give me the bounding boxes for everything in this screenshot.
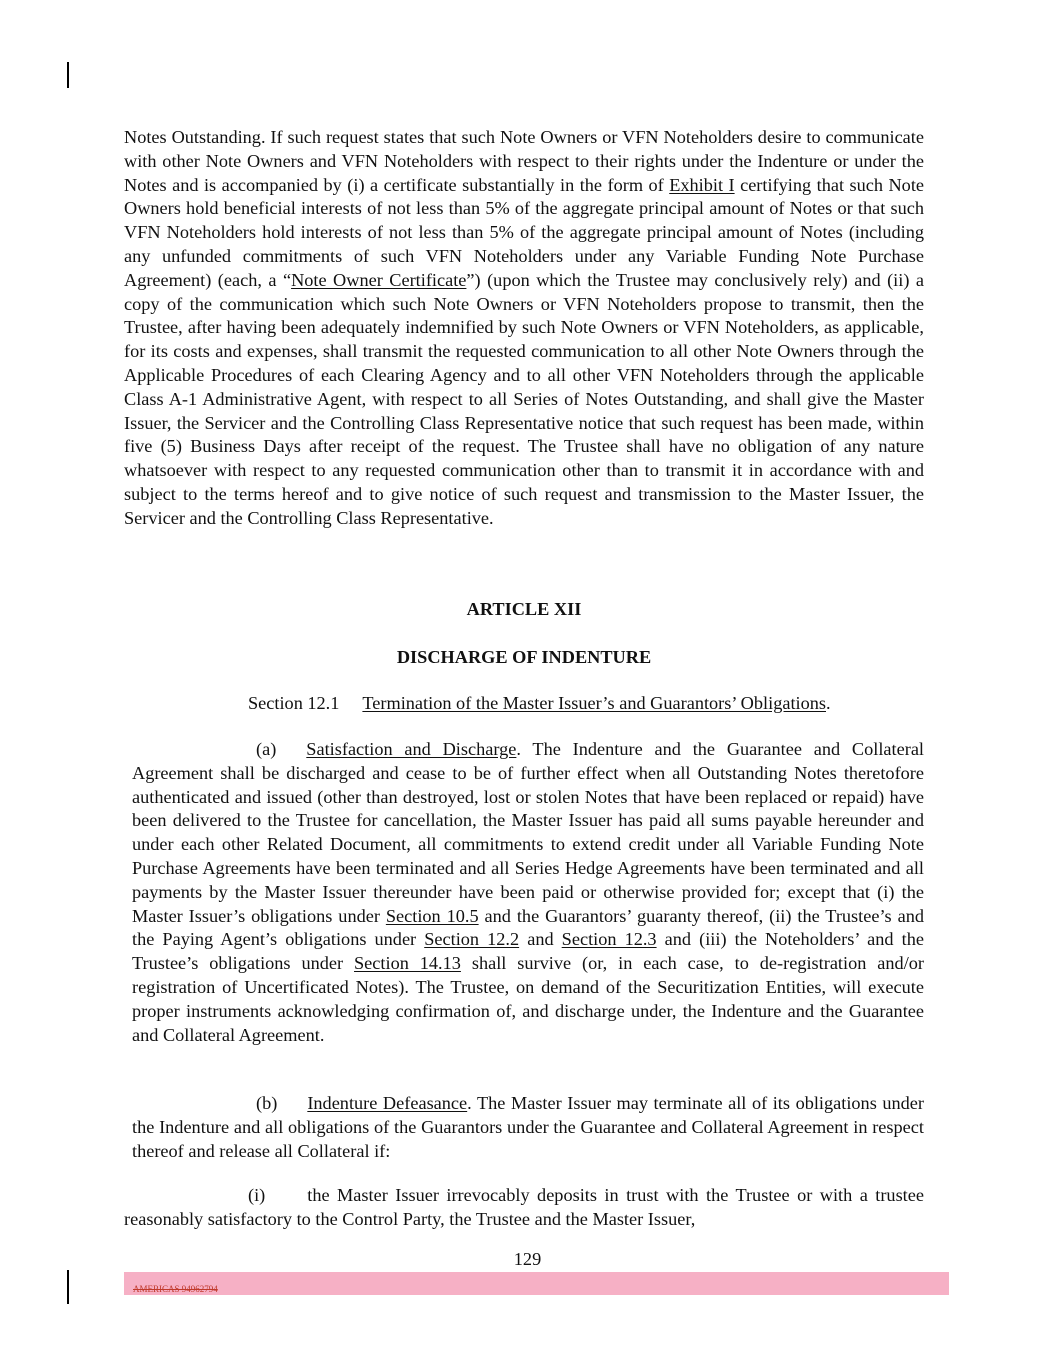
note-owner-certificate-term: Note Owner Certificate: [291, 269, 467, 290]
section-14-13-link[interactable]: Section 14.13: [354, 953, 461, 974]
paragraph-b-marker: (b): [256, 1093, 278, 1113]
document-id: AMERICAS 94962794: [133, 1284, 218, 1294]
paragraph-i: (i) the Master Issuer irrevocably deposits in trust with the Trustee or with a trustee reasonably satisfactory to the Control Party, the Trustee and the Master Issuer,: [124, 1185, 924, 1229]
intro-paragraph: Notes Outstanding. If such request states that such Note Owners or VFN Noteholders desire to communicate with other Note Owners and VFN Noteholders with respect to their rights under the Indenture or under the Notes and is accompanied by (i) a certificate substantially in the form of Exhibit I certifying that such Note Owners hold beneficial interests of not less than 5% of the aggregate principal amount of Notes or that such VFN Noteholders hold interests of not less than 5% of the aggregate principal amount of Notes (including any unfunded commitments of such VFN Noteholders under any Variable Funding Note Purchase Agreement) (each, a “Note Owner Certificate”) (upon which the Trustee may conclusively rely) and (ii) a copy of the communication which such Note Owners or VFN Noteholders propose to transmit, then the Trustee, after having been adequately indemnified by such Note Owners or VFN Noteholders, as applicable, for its costs and expenses, shall transmit the requested communication to all other Note Owners through the Applicable Procedures of each Clearing Agency and to all other VFN Noteholders through the applicable Class A-1 Administrative Agent, with respect to all Series of Notes Outstanding, and shall give the Master Issuer, the Servicer and the Controlling Class Representative notice that such request has been made, within five (5) Business Days after receipt of the request. The Trustee shall have no obligation of any nature whatsoever with respect to any requested communication other than to transmit it in accordance with and subject to the terms hereof and to give notice of such request and transmission to the Master Issuer, the Servicer and the Controlling Class Representative.: [124, 127, 925, 528]
article-title: DISCHARGE OF INDENTURE: [396, 647, 652, 667]
paragraph-a-heading: Satisfaction and Discharge: [306, 739, 517, 759]
exhibit-i-link[interactable]: Exhibit I: [669, 174, 735, 195]
section-10-5-link[interactable]: Section 10.5: [385, 905, 479, 926]
section-12-3-link[interactable]: Section 12.3: [561, 929, 657, 950]
paragraph-i-marker: (i): [248, 1185, 266, 1205]
section-heading: Section 12.1 Termination of the Master Issuer’s and Guarantors’ Obligations.: [248, 693, 831, 713]
margin-bar-top: [67, 62, 69, 88]
paragraph-a: (a) Satisfaction and Discharge. The Indenture and the Guarantee and Collateral Agreement shall be discharged and cease to be of further effect when all Outstanding Notes theretofore authenticated and issued (other than destroyed, lost or stolen Notes that have been replaced or repaid) have been delivered to the Trustee for cancellation, the Master Issuer has paid all sums payable hereunder and under each other Related Document, all commitments to extend credit under all Variable Funding Note Purchase Agreements have been terminated and all Series Hedge Agreements have been terminated and all payments by the Master Issuer thereunder have been paid or otherwise provided for; except that (i) the Master Issuer’s obligations under Section 10.5 and the Guarantors’ guaranty thereof, (ii) the Trustee’s and the Paying Agent’s obligations under Section 12.2 and Section 12.3 and (iii) the Noteholders’ and the Trustee’s obligations under Section 14.13 shall survive (or, in each case, to de-registration and/or registration of Uncertificated Notes). The Trustee, on demand of the Securitization Entities, will execute proper instruments acknowledging confirmation of, and discharge under, the Indenture and the Guarantee and Collateral Agreement.: [132, 739, 925, 1045]
paragraph-b-heading: Indenture Defeasance: [307, 1093, 468, 1113]
paragraph-b: (b) Indenture Defeasance. The Master Issuer may terminate all of its obligations under the Indenture and all obligations of the Guarantors under the Guarantee and Collateral Agreement in respect thereof and release all Collateral if:: [132, 1093, 924, 1161]
article-number: ARTICLE XII: [466, 599, 582, 619]
section-title: Termination of the Master Issuer’s and Guarantors’ Obligations: [362, 693, 826, 713]
page-number: 129: [513, 1249, 542, 1269]
paragraph-a-marker: (a): [256, 739, 277, 759]
section-12-2-link[interactable]: Section 12.2: [424, 929, 520, 950]
margin-bar-bottom: [67, 1270, 69, 1304]
section-label: Section 12.1: [248, 693, 340, 713]
footer-band: [124, 1272, 949, 1295]
